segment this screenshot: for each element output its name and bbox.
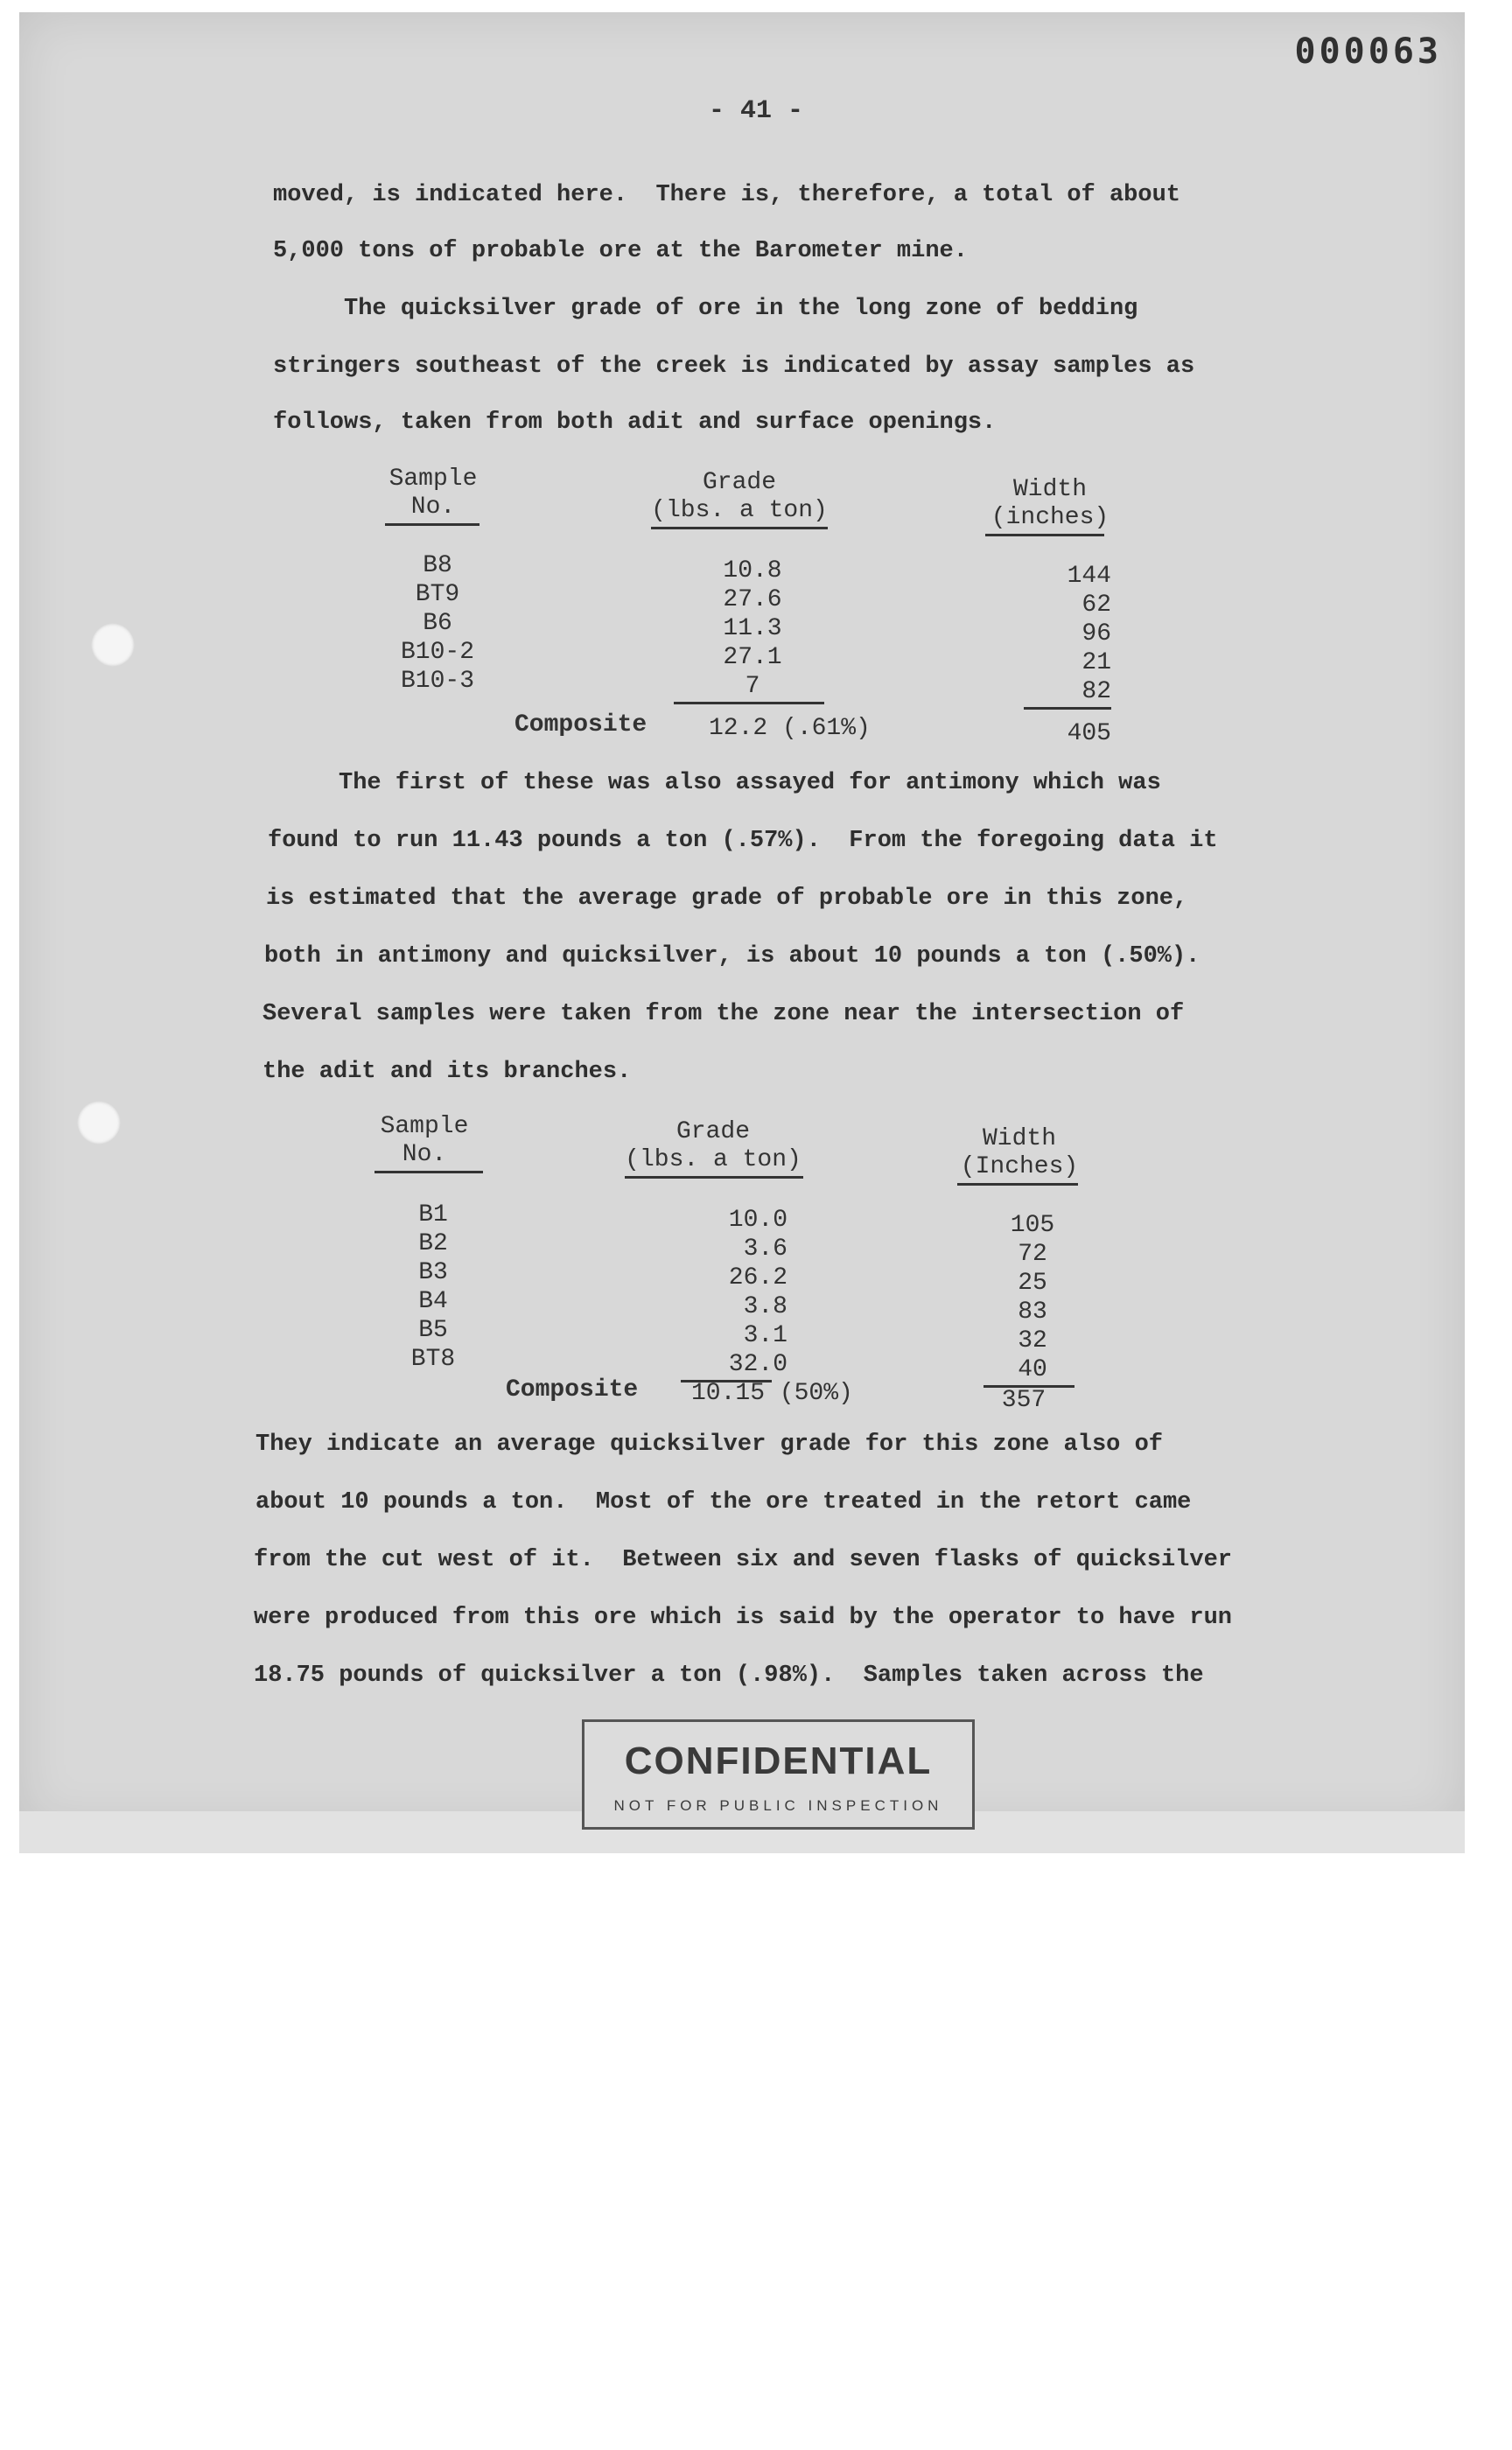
- confidential-stamp: [582, 1719, 975, 1830]
- paragraph-line: They indicate an average quicksilver grade for this zone also of: [256, 1432, 1163, 1458]
- table-1-grade: 10.8: [723, 557, 782, 584]
- table-1-grade: 11.3: [723, 615, 782, 642]
- table-2-width: 83: [1018, 1298, 1047, 1326]
- table-1-sample: B8: [423, 552, 452, 579]
- table-1-sample: B10-3: [400, 668, 474, 695]
- table-2-sample: B4: [418, 1288, 448, 1315]
- table-2-composite-width: 357: [1001, 1387, 1046, 1414]
- table-2-sample: B1: [418, 1201, 448, 1228]
- paragraph-line: moved, is indicated here. There is, therefore, a total of about: [273, 182, 1180, 208]
- table-1-width: 62: [1082, 592, 1111, 619]
- table-2-composite-grade: 10.15 (50%): [691, 1380, 853, 1407]
- table-1-composite-grade: 12.2 (.61%): [709, 715, 871, 742]
- table-1-header-grade-unit: (lbs. a ton): [651, 497, 828, 524]
- table-1-sum-line: [1024, 707, 1111, 710]
- table-1-sum-line: [674, 702, 824, 704]
- table-2-header-underline: [957, 1183, 1078, 1186]
- table-2-sample: B2: [418, 1230, 448, 1257]
- table-1-composite-label: Composite: [514, 711, 648, 738]
- paragraph-line: from the cut west of it. Between six and seven flasks of quicksilver: [254, 1547, 1232, 1573]
- table-2-width: 40: [1018, 1356, 1047, 1383]
- table-1-width: 82: [1082, 678, 1111, 705]
- table-2-width: 25: [1018, 1270, 1047, 1297]
- binder-hole-bottom: [77, 1101, 121, 1144]
- table-2-width: 105: [1010, 1212, 1055, 1239]
- table-2-header-grade-unit: (lbs. a ton): [625, 1146, 802, 1173]
- paragraph-line: about 10 pounds a ton. Most of the ore treated in the retort came: [256, 1489, 1192, 1516]
- table-2-grade: 32.0: [728, 1351, 788, 1378]
- table-2-grade: 26.2: [728, 1264, 788, 1292]
- table-1-grade: 7: [745, 673, 760, 700]
- table-1-header-sample-no: No.: [410, 494, 456, 521]
- table-2-header-width-unit: (Inches): [960, 1153, 1079, 1180]
- page-number: - 41 -: [708, 96, 804, 126]
- table-1-width: 21: [1082, 649, 1111, 676]
- paragraph-line: Several samples were taken from the zone near the intersection of: [262, 1001, 1185, 1027]
- paragraph-line: follows, taken from both adit and surface openings.: [273, 410, 997, 436]
- table-2-composite-label: Composite: [506, 1376, 639, 1404]
- table-2-header-underline: [374, 1171, 483, 1173]
- table-1-header-grade: Grade: [702, 469, 776, 496]
- table-2-width: 32: [1018, 1327, 1047, 1354]
- table-2-grade: 3.8: [743, 1293, 788, 1320]
- table-2-header-grade: Grade: [676, 1118, 750, 1145]
- table-2-header-width: Width: [982, 1125, 1056, 1152]
- table-1-sample: B10-2: [400, 639, 474, 666]
- paragraph-line: 18.75 pounds of quicksilver a ton (.98%). Samples taken across the: [254, 1662, 1204, 1689]
- table-1-header-width-unit: (inches): [990, 504, 1110, 531]
- document-number-stamp: 000063: [1294, 32, 1442, 72]
- table-1-header-sample: Sample: [388, 466, 478, 493]
- table-1-width: 96: [1082, 620, 1111, 648]
- table-1-sample: BT9: [415, 581, 460, 608]
- table-1-grade: 27.6: [723, 586, 782, 613]
- table-2-grade: 3.6: [743, 1236, 788, 1263]
- confidential-stamp-title: CONFIDENTIAL: [624, 1740, 933, 1782]
- table-2-header-sample: Sample: [380, 1113, 469, 1140]
- confidential-stamp-subtitle: NOT FOR PUBLIC INSPECTION: [613, 1797, 943, 1814]
- table-1-sample: B6: [423, 610, 452, 637]
- table-1-header-underline: [651, 527, 828, 529]
- paragraph-line: The first of these was also assayed for antimony which was: [268, 770, 1161, 796]
- table-2-header-underline: [625, 1176, 803, 1179]
- table-2-grade: 10.0: [728, 1207, 788, 1234]
- paragraph-line: The quicksilver grade of ore in the long zone of bedding: [273, 296, 1138, 322]
- table-2-sample: BT8: [410, 1346, 456, 1373]
- binder-hole-top: [91, 623, 135, 667]
- table-1-grade: 27.1: [723, 644, 782, 671]
- paragraph-line: were produced from this ore which is said by the operator to have run: [254, 1605, 1232, 1631]
- paragraph-line: found to run 11.43 pounds a ton (.57%). From the foregoing data it: [268, 828, 1218, 854]
- table-1-header-underline: [985, 534, 1104, 536]
- table-1-header-width: Width: [1012, 476, 1087, 503]
- paragraph-line: stringers southeast of the creek is indicated by assay samples as: [273, 354, 1195, 380]
- paragraph-line: the adit and its branches.: [262, 1059, 632, 1085]
- table-2-width: 72: [1018, 1241, 1047, 1268]
- table-2-header-sample-no: No.: [402, 1141, 447, 1168]
- paragraph-line: 5,000 tons of probable ore at the Barometer mine.: [273, 238, 968, 264]
- table-1-header-underline: [385, 523, 480, 526]
- table-2-grade: 3.1: [743, 1322, 788, 1349]
- table-1-width: 144: [1067, 563, 1111, 590]
- table-1-composite-width: 405: [1067, 720, 1111, 747]
- table-2-sample: B3: [418, 1259, 448, 1286]
- paragraph-line: is estimated that the average grade of probable ore in this zone,: [266, 886, 1188, 912]
- paragraph-line: both in antimony and quicksilver, is about 10 pounds a ton (.50%).: [264, 943, 1200, 970]
- table-2-sample: B5: [418, 1317, 448, 1344]
